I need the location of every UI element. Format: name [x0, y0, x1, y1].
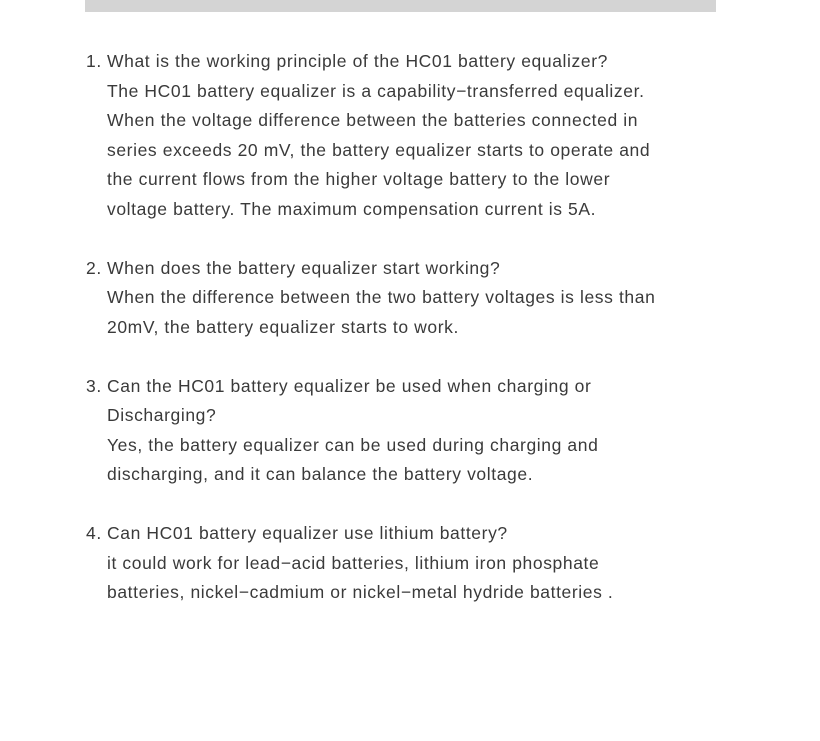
answer-line: discharging, and it can balance the battery voltage.	[107, 464, 534, 484]
question-continuation: Discharging?	[107, 405, 217, 425]
faq-answer	[86, 283, 806, 342]
faq-item-1	[86, 47, 806, 224]
answer-line: it could work for lead−acid batteries, lithium iron phosphate	[107, 552, 600, 573]
question-number: 4.	[86, 523, 102, 543]
faq-answer	[86, 77, 806, 225]
faq-list	[86, 47, 806, 637]
faq-answer	[86, 549, 806, 608]
answer-line: batteries, nickel−cadmium or nickel−metal hydride batteries .	[107, 582, 614, 602]
question-text: What is the working principle of the HC01 battery equalizer?	[107, 51, 608, 71]
header-bar	[85, 0, 716, 12]
answer-line: When the voltage difference between the batteries connected in	[107, 110, 639, 130]
faq-item-4	[86, 519, 806, 608]
answer-line: voltage battery. The maximum compensation current is 5A.	[107, 198, 597, 219]
answer-line: the current flows from the higher voltage battery to the lower	[107, 169, 611, 189]
question-text: Can the HC01 battery equalizer be used when charging or	[107, 375, 592, 396]
question-text: Can HC01 battery equalizer use lithium battery?	[107, 523, 508, 543]
faq-question	[86, 254, 806, 284]
question-text: When does the battery equalizer start working?	[107, 257, 501, 278]
faq-question	[86, 372, 806, 402]
question-number: 2.	[86, 257, 102, 278]
faq-answer	[86, 401, 806, 490]
question-number: 1.	[86, 51, 102, 71]
faq-question	[86, 519, 806, 549]
faq-item-2	[86, 254, 806, 343]
answer-line: The HC01 battery equalizer is a capability−transferred equalizer.	[107, 80, 645, 101]
answer-line: 20mV, the battery equalizer starts to work.	[107, 316, 459, 337]
faq-item-3	[86, 372, 806, 490]
answer-line: Yes, the battery equalizer can be used during charging and	[107, 434, 599, 455]
answer-line: series exceeds 20 mV, the battery equalizer starts to operate and	[107, 139, 651, 160]
question-number: 3.	[86, 375, 102, 396]
faq-question	[86, 47, 806, 77]
answer-line: When the difference between the two battery voltages is less than	[107, 287, 656, 307]
